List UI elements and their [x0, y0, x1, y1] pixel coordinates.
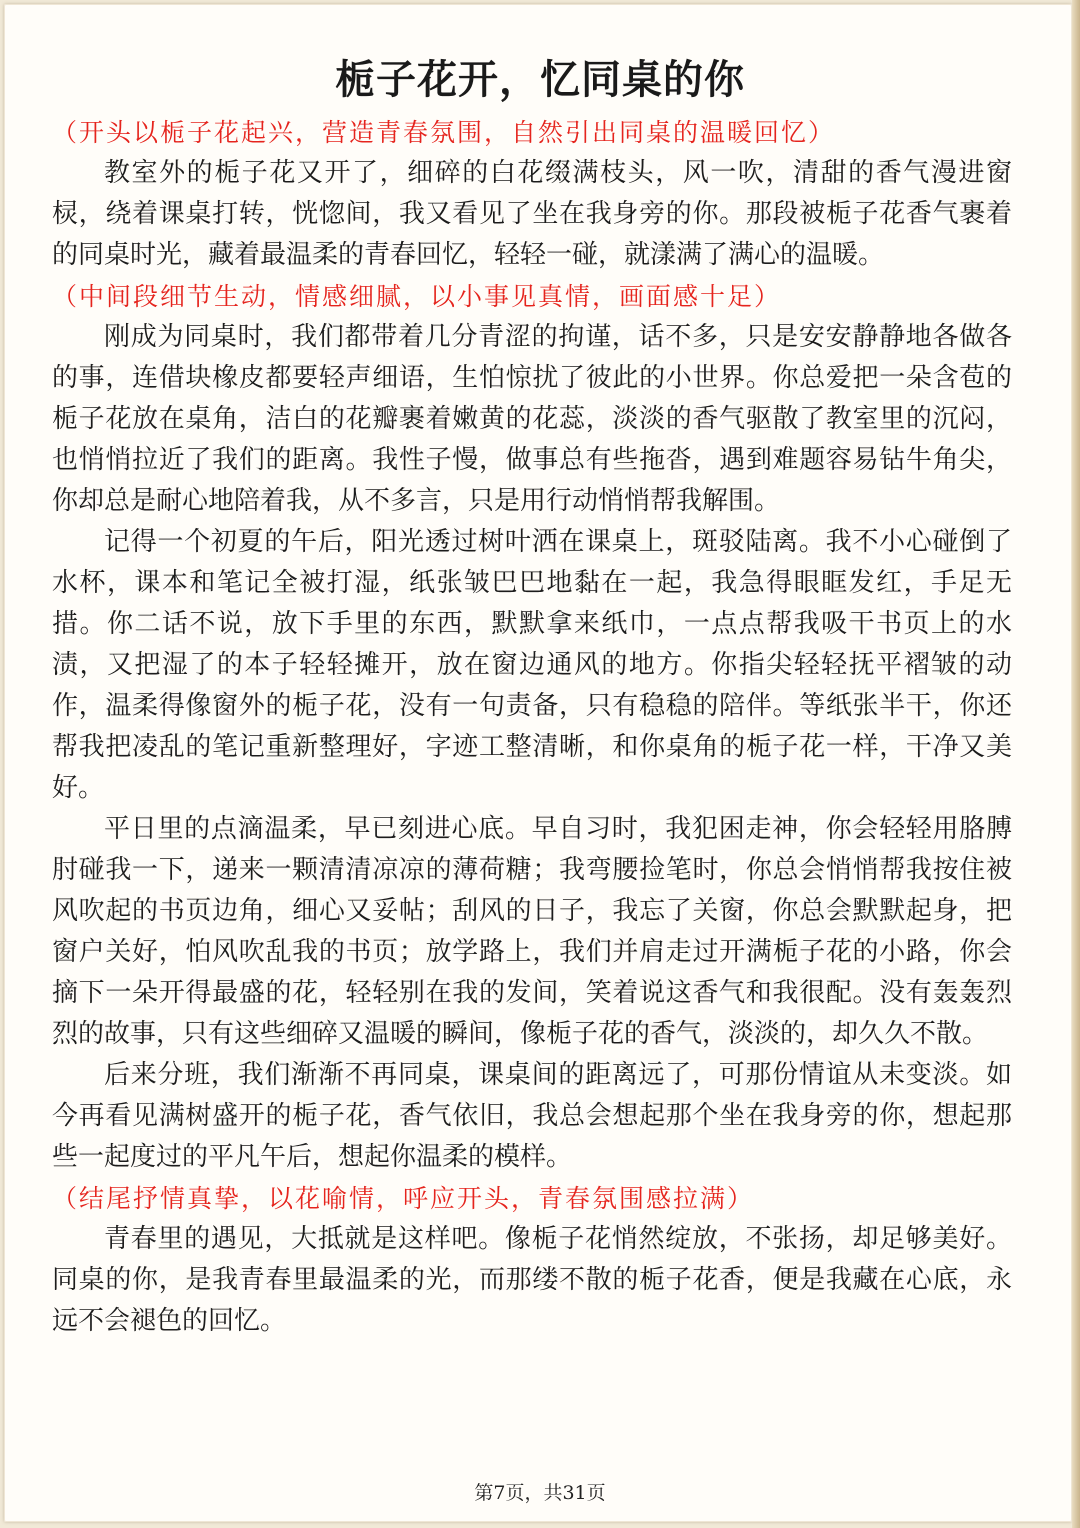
comment-ending: （结尾抒情真挚，以花喻情，呼应开头，青春氛围感拉满）: [52, 1184, 755, 1213]
paragraph-3: 记得一个初夏的午后，阳光透过树叶洒在课桌上，斑驳陆离。我不小心碰倒了水杯，课本和笔记全被打湿，纸张皱巴巴地黏在一起，我急得眼眶发红，手足无措。你二话不说，放下手里的东西，默默拿来纸巾，一点点帮我吸干书页上的水渍，又把湿了的本子轻轻摊开，放在窗边通风的地方。你指尖轻轻抚平褶皱的动作，温柔得像窗外的栀子花，没有一句责备，只有稳稳的陪伴。等纸张半干，你还帮我把凌乱的笔记重新整理好，字迹工整清晰，和你桌角的栀子花一样，干净又美好。: [52, 527, 1012, 803]
essay-title: 栀子花开，忆同桌的你: [335, 56, 745, 103]
essay-body: [52, 112, 1012, 1342]
paragraph-2: 刚成为同桌时，我们都带着几分青涩的拘谨，话不多，只是安安静静地各做各的事，连借块橡皮都要轻声细语，生怕惊扰了彼此的小世界。你总爱把一朵含苞的栀子花放在桌角，洁白的花瓣裹着嫩黄的花蕊，淡淡的香气驱散了教室里的沉闷，也悄悄拉近了我们的距离。我性子慢，做事总有些拖沓，遇到难题容易钻牛角尖，你却总是耐心地陪着我，从不多言，只是用行动悄悄帮我解围。: [52, 322, 1012, 516]
paragraph-6: 青春里的遇见，大抵就是这样吧。像栀子花悄然绽放，不张扬，却足够美好。同桌的你，是我青春里最温柔的光，而那缕不散的栀子花香，便是我藏在心底，永远不会褪色的回忆。: [52, 1224, 1012, 1336]
page-number: 第7页，共31页: [474, 1482, 606, 1504]
comment-middle: （中间段细节生动，情感细腻，以小事见真情，画面感十足）: [52, 282, 782, 311]
comment-opening: （开头以栀子花起兴，营造青春氛围，自然引出同桌的温暖回忆）: [52, 118, 836, 147]
paragraph-4: 平日里的点滴温柔，早已刻进心底。早自习时，我犯困走神，你会轻轻用胳膊肘碰我一下，递来一颗清清凉凉的薄荷糖；我弯腰捡笔时，你总会悄悄帮我按住被风吹起的书页边角，细心又妥帖；刮风的日子，我忘了关窗，你总会默默起身，把窗户关好，怕风吹乱我的书页；放学路上，我们并肩走过开满栀子花的小路，你会摘下一朵开得最盛的花，轻轻别在我的发间，笑着说这香气和我很配。没有轰轰烈烈的故事，只有这些细碎又温暖的瞬间，像栀子花的香气，淡淡的，却久久不散。: [52, 814, 1012, 1049]
page-edge-shadow: [1072, 0, 1080, 1528]
paragraph-1: 教室外的栀子花又开了，细碎的白花缀满枝头，风一吹，清甜的香气漫进窗棂，绕着课桌打转，恍惚间，我又看见了坐在我身旁的你。那段被栀子花香气裹着的同桌时光，藏着最温柔的青春回忆，轻轻一碰，就漾满了满心的温暖。: [52, 158, 1012, 270]
paragraph-5: 后来分班，我们渐渐不再同桌，课桌间的距离远了，可那份情谊从未变淡。如今再看见满树盛开的栀子花，香气依旧，我总会想起那个坐在我身旁的你，想起那些一起度过的平凡午后，想起你温柔的模样。: [52, 1060, 1012, 1172]
